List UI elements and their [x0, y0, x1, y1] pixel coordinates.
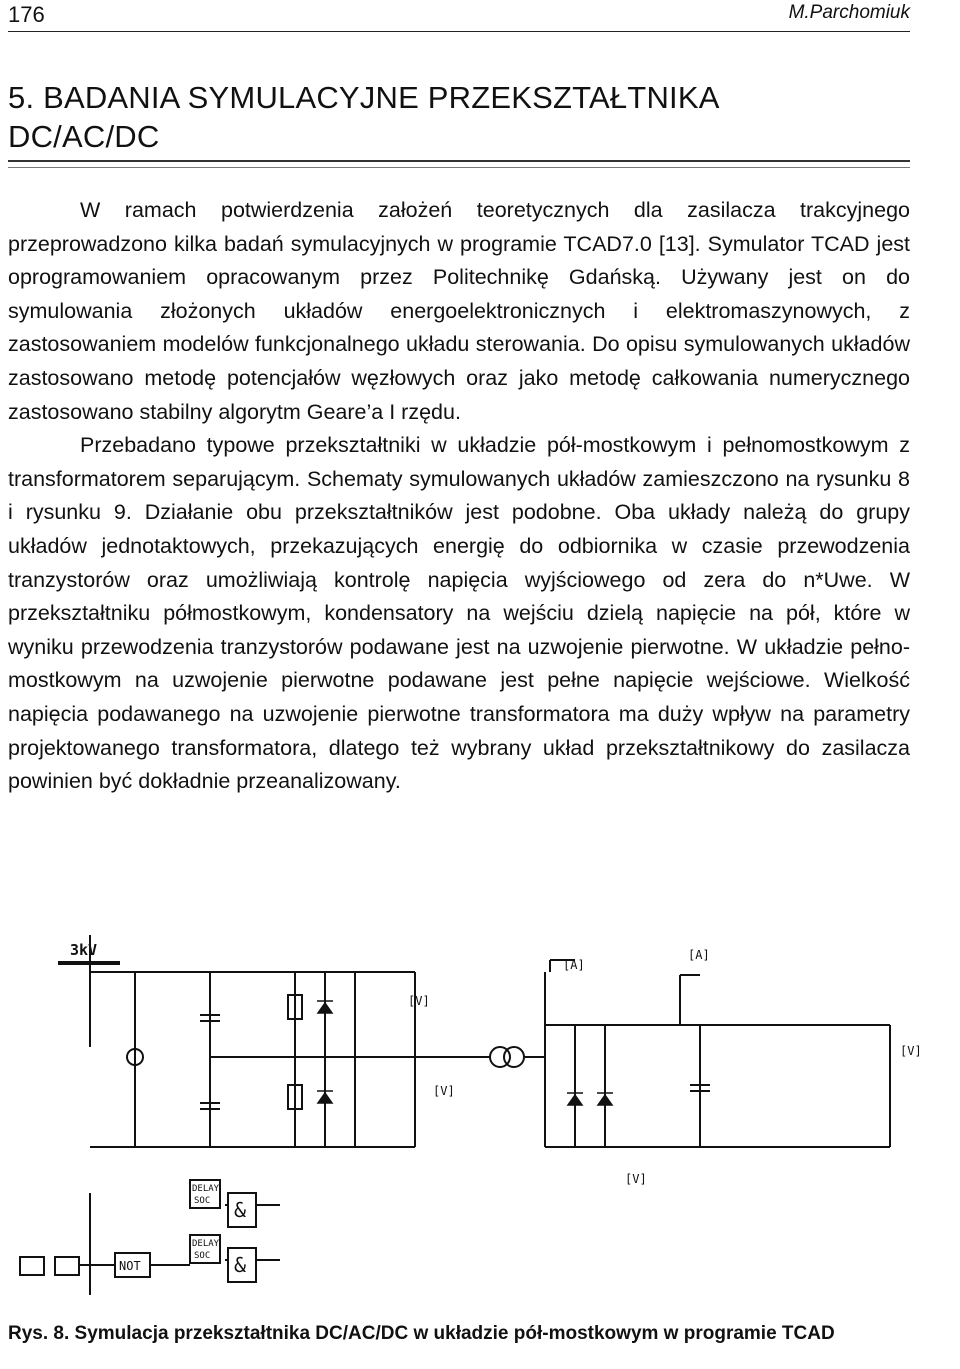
figure-caption: Rys. 8. Symulacja przekształtnika DC/AC/DC w układzie pół-mostkowym w programie TCAD [8, 1323, 835, 1344]
source-voltage-label: 3kV [70, 941, 98, 959]
title-rule [8, 160, 910, 168]
running-author: M.Parchomiuk [788, 2, 910, 23]
delay-label-2: DELAY [192, 1239, 220, 1249]
ammeter-label-2: [A] [688, 948, 710, 962]
ammeter-label-1: [A] [563, 958, 585, 972]
section-title-line-1: 5. BADANIA SYMULACYJNE PRZEKSZTAŁTNIKA [8, 80, 720, 115]
paragraph-2: Przebadano typowe przekształtniki w układzie pół-mostkowym i pełnomostkowym z transformatorem separującym. Schematy symulowanych układów zamieszczono na rysunku 8 i rysunku 9. Działanie obu przekształtników jest podobne. Oba układy należą do grupy układów jednotaktowych, przekazujących energię do odbiornika w czasie przewodzenia tranzystorów oraz umożliwiają kontrolę napięcia wyjściowego od zera do n*Uwe. W przekształtniku półmostkowym, kondensatory na wejściu dzielą napięcie na pół, które w wyniku przewodzenia tranzystorów podawane jest na uzwojenie pierwotne. W układzie pełno-mostkowym na uzwojenie pierwotne podawane jest pełne napięcie wejściowe. Wielkość napięcia podawanego na uzwojenie pierwotne transformatora ma duży wpływ na parametry projektowanego transformatora, dlatego też wybrany układ przekształtnikowy do zasilacza powinien być dokładnie przeanalizowany. [8, 433, 910, 794]
voltmeter-label-1: [V] [408, 994, 430, 1008]
soc-label-2: SOC [194, 1251, 211, 1261]
delay-label-1: DELAY [192, 1184, 220, 1194]
body-text [8, 194, 910, 799]
and-gate-label-2: & [234, 1253, 247, 1277]
paragraph-1: W ramach potwierdzenia założeń teoretycznych dla zasilacza trakcyjnego przeprowadzono kilka badań symulacyjnych w programie TCAD7.0 [13]. Symulator TCAD jest oprogramowaniem opracowanym przez Politechnikę Gdańską. Używany jest on do symulowania złożonych układów energoelektronicznych i elektromaszynowych, z zastosowaniem modelów funkcjonalnego układu sterowania. Do opisu symulowanych układów zastosowano metodę potencjałów węzłowych oraz jako metodę całkowania numerycznego zastosowano stabilny algorytm Geare’a I rzędu. [8, 198, 910, 424]
voltmeter-label-4: [V] [625, 1172, 647, 1186]
section-title-line-2: DC/AC/DC [8, 119, 160, 154]
not-gate-label: NOT [119, 1259, 141, 1273]
voltmeter-label-3: [V] [900, 1044, 922, 1058]
voltmeter-label-2: [V] [433, 1084, 455, 1098]
and-gate-label-1: & [234, 1198, 247, 1222]
circuit-schematic [0, 935, 960, 1295]
page-header [8, 0, 910, 32]
soc-label-1: SOC [194, 1196, 211, 1206]
page-number: 176 [8, 2, 45, 27]
section-title [8, 78, 910, 156]
header-rule [8, 31, 910, 32]
